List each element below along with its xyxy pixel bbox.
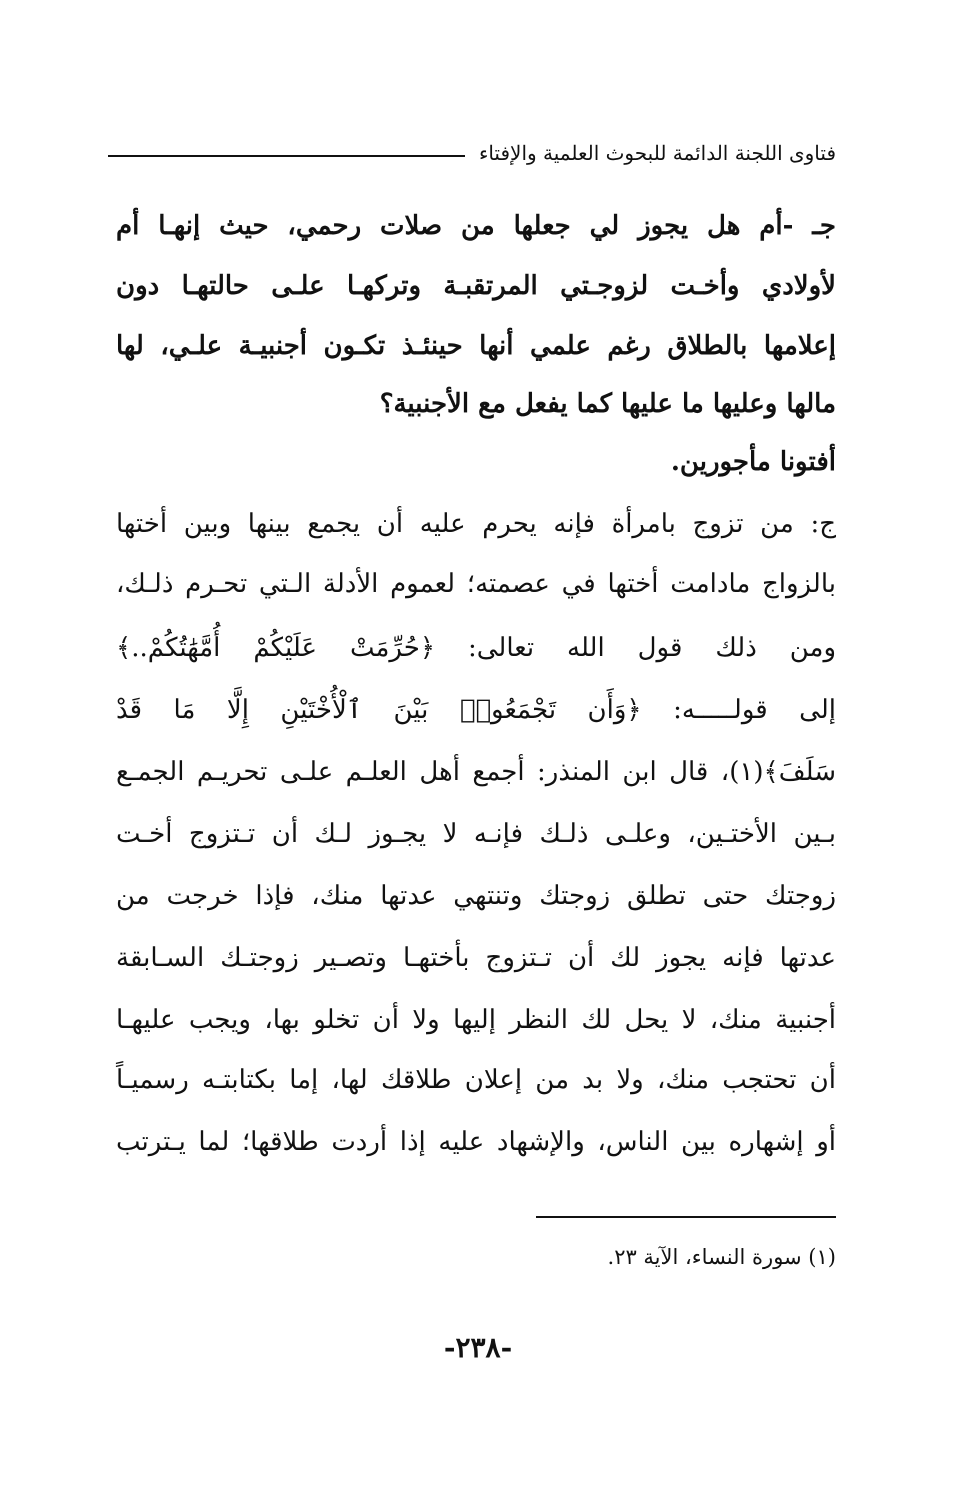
header-rule [108, 155, 465, 157]
answer-line: بـين الأختـين، وعلـى ذلـك فإنـه لا يجـوز لـك أن تـتزوج أخـت [116, 819, 836, 849]
question-line: إعلامها بالطلاق رغم علمي أنها حينئـذ تكـون أجنبيـة علـي، لها [116, 331, 836, 361]
question-line: لأولادي وأخـت لزوجـتي المرتقبـة وتركهـا علـى حالتهـا دون [116, 271, 836, 301]
answer-line: زوجتك حتى تطلق زوجتك وتنتهي عدتها منك، فإذا خرجت من [116, 881, 836, 911]
question-line: جـ -أم هل يجوز لي جعلها من صلات رحمي، حيث إنهـا أم [116, 211, 836, 241]
answer-line: أو إشهاره بين الناس، والإشهاد عليه إذا أردت طلاقها؛ لما يـترتب [116, 1127, 836, 1157]
question-line: مالها وعليها ما عليها كما يفعل مع الأجنبية؟ [379, 389, 836, 419]
answer-line-quran: ومن ذلك قول الله تعالى: ﴿حُرِّمَتْ عَلَيْكُمْ أُمَّهَٰتُكُمْ..﴾ [116, 633, 836, 663]
answer-line: عدتها فإنه يجوز لك أن تـتزوج بأختهـا وتصـير زوجتـك السـابقة [116, 943, 836, 973]
answer-line-quran: إلى قولـــــه: ﴿وَأَن تَجْمَعُوا۟ بَيْنَ ٱلْأُخْتَيْنِ إِلَّا مَا قَدْ [116, 695, 836, 725]
footnote: (١) سورة النساء، الآية ٢٣. [607, 1245, 836, 1269]
answer-line: سَلَفَ﴾(١)، قال ابن المنذر: أجمع أهل العلـم علـى تحريـم الجمـع [116, 757, 836, 787]
footnote-rule [536, 1216, 836, 1218]
header-title: فتاوى اللجنة الدائمة للبحوث العلمية والإفتاء [478, 141, 836, 165]
page-number: -٢٣٨- [443, 1331, 513, 1364]
answer-line: أجنبية منك، لا يحل لك النظر إليها ولا أن تخلو بها، ويجب عليهـا [116, 1005, 836, 1035]
question-closing: أفتونا مأجورين. [670, 447, 836, 477]
answer-line: بالزواج مادامت أختها في عصمته؛ لعموم الأدلة الـتي تحـرم ذلـك، [116, 569, 836, 599]
answer-line: ج: من تزوج بامرأة فإنه يحرم عليه أن يجمع بينها وبين أختها [116, 509, 836, 539]
answer-line: أن تحتجب منك، ولا بد من إعلان طلاقك لها، إما بكتابتـه رسميـاً [116, 1065, 836, 1095]
running-header [108, 138, 836, 168]
